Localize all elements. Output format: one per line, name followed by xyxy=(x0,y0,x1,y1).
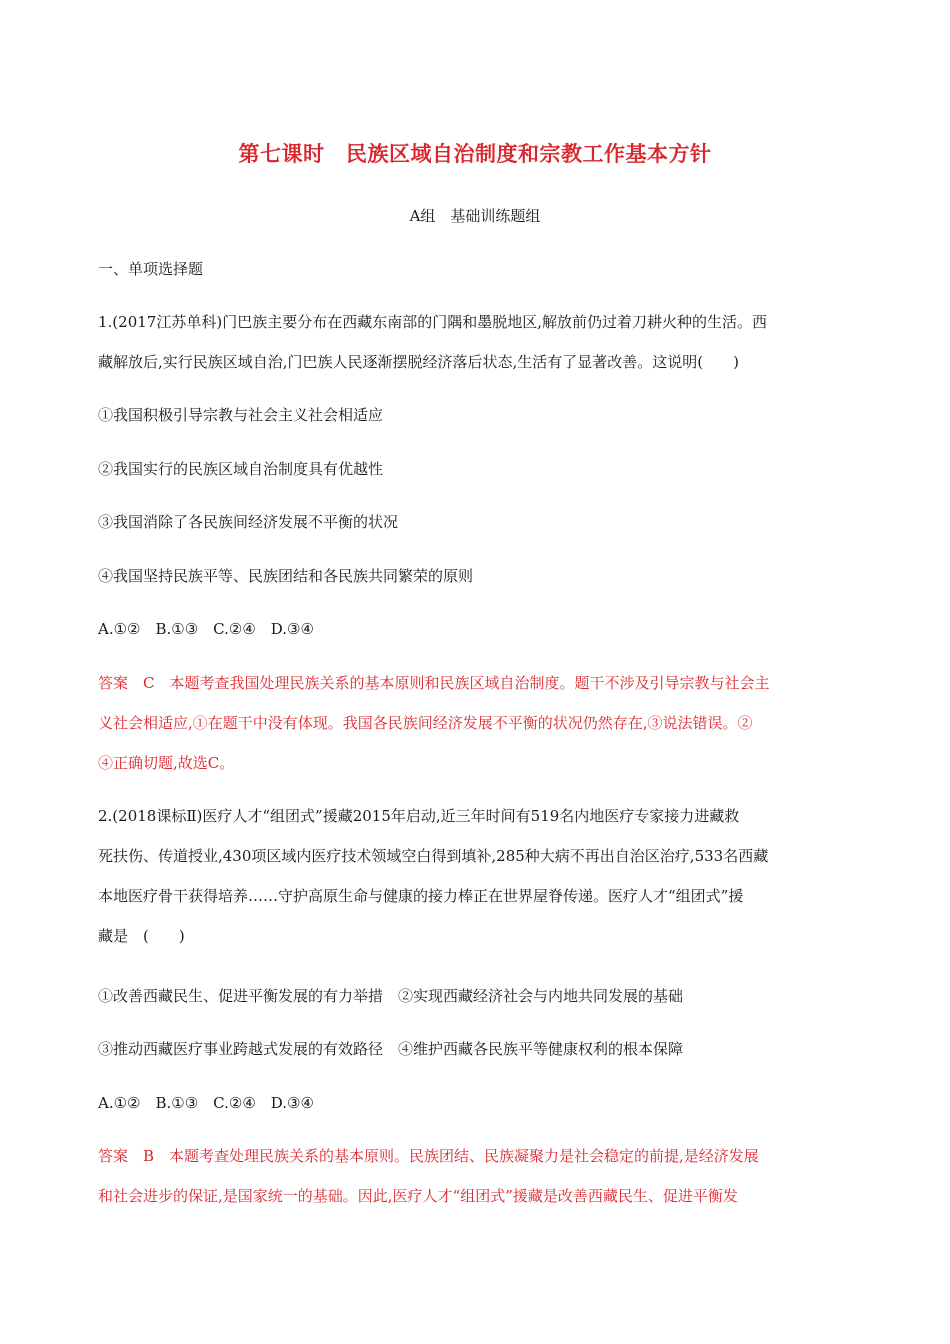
page-title: 第七课时 民族区域自治制度和宗教工作基本方针 xyxy=(238,142,712,166)
q1-answer-line-1: 答案 C 本题考查我国处理民族关系的基本原则和民族区域自治制度。题干不涉及引导宗教与社会主 xyxy=(98,674,770,692)
q2-stem-line-4: 藏是 ( ) xyxy=(98,927,185,945)
section-heading: 一、单项选择题 xyxy=(98,260,204,278)
q1-answer-line-2: 义社会相适应,①在题干中没有体现。我国各民族间经济发展不平衡的状况仍然存在,③说法错误。② xyxy=(98,714,753,732)
q1-option-2: ②我国实行的民族区域自治制度具有优越性 xyxy=(98,460,384,478)
q2-choices: A.①② B.①③ C.②④ D.③④ xyxy=(98,1094,314,1112)
q2-stem-line-1: 2.(2018课标Ⅱ)医疗人才“组团式”援藏2015年启动,近三年时间有519名内地医疗专家接力进藏救 xyxy=(98,807,740,825)
q2-stem-line-3: 本地医疗骨干获得培养……守护高原生命与健康的接力棒正在世界屋脊传递。医疗人才“组团式”援 xyxy=(98,887,744,905)
q2-option-row-2: ③推动西藏医疗事业跨越式发展的有效路径 ④维护西藏各民族平等健康权利的根本保障 xyxy=(98,1040,684,1058)
group-heading: A组 基础训练题组 xyxy=(409,207,541,225)
q2-answer-line-1: 答案 B 本题考查处理民族关系的基本原则。民族团结、民族凝聚力是社会稳定的前提,是经济发展 xyxy=(98,1147,759,1165)
q1-answer-line-3: ④正确切题,故选C。 xyxy=(98,754,235,772)
q1-stem-line-2: 藏解放后,实行民族区域自治,门巴族人民逐渐摆脱经济落后状态,生活有了显著改善。这说明( ) xyxy=(98,353,740,371)
q1-option-1: ①我国积极引导宗教与社会主义社会相适应 xyxy=(98,406,384,424)
q1-option-3: ③我国消除了各民族间经济发展不平衡的状况 xyxy=(98,513,399,531)
q1-option-4: ④我国坚持民族平等、民族团结和各民族共同繁荣的原则 xyxy=(98,567,474,585)
q2-answer-line-2: 和社会进步的保证,是国家统一的基础。因此,医疗人才“组团式”援藏是改善西藏民生、促进平衡发 xyxy=(98,1187,738,1205)
q2-stem-line-2: 死扶伤、传道授业,430项区域内医疗技术领域空白得到填补,285种大病不再出自治区治疗,533名西藏 xyxy=(98,847,769,865)
q2-option-row-1: ①改善西藏民生、促进平衡发展的有力举措 ②实现西藏经济社会与内地共同发展的基础 xyxy=(98,987,684,1005)
q1-stem-line-1: 1.(2017江苏单科)门巴族主要分布在西藏东南部的门隅和墨脱地区,解放前仍过着刀耕火种的生活。西 xyxy=(98,313,767,331)
q1-choices: A.①② B.①③ C.②④ D.③④ xyxy=(98,620,314,638)
